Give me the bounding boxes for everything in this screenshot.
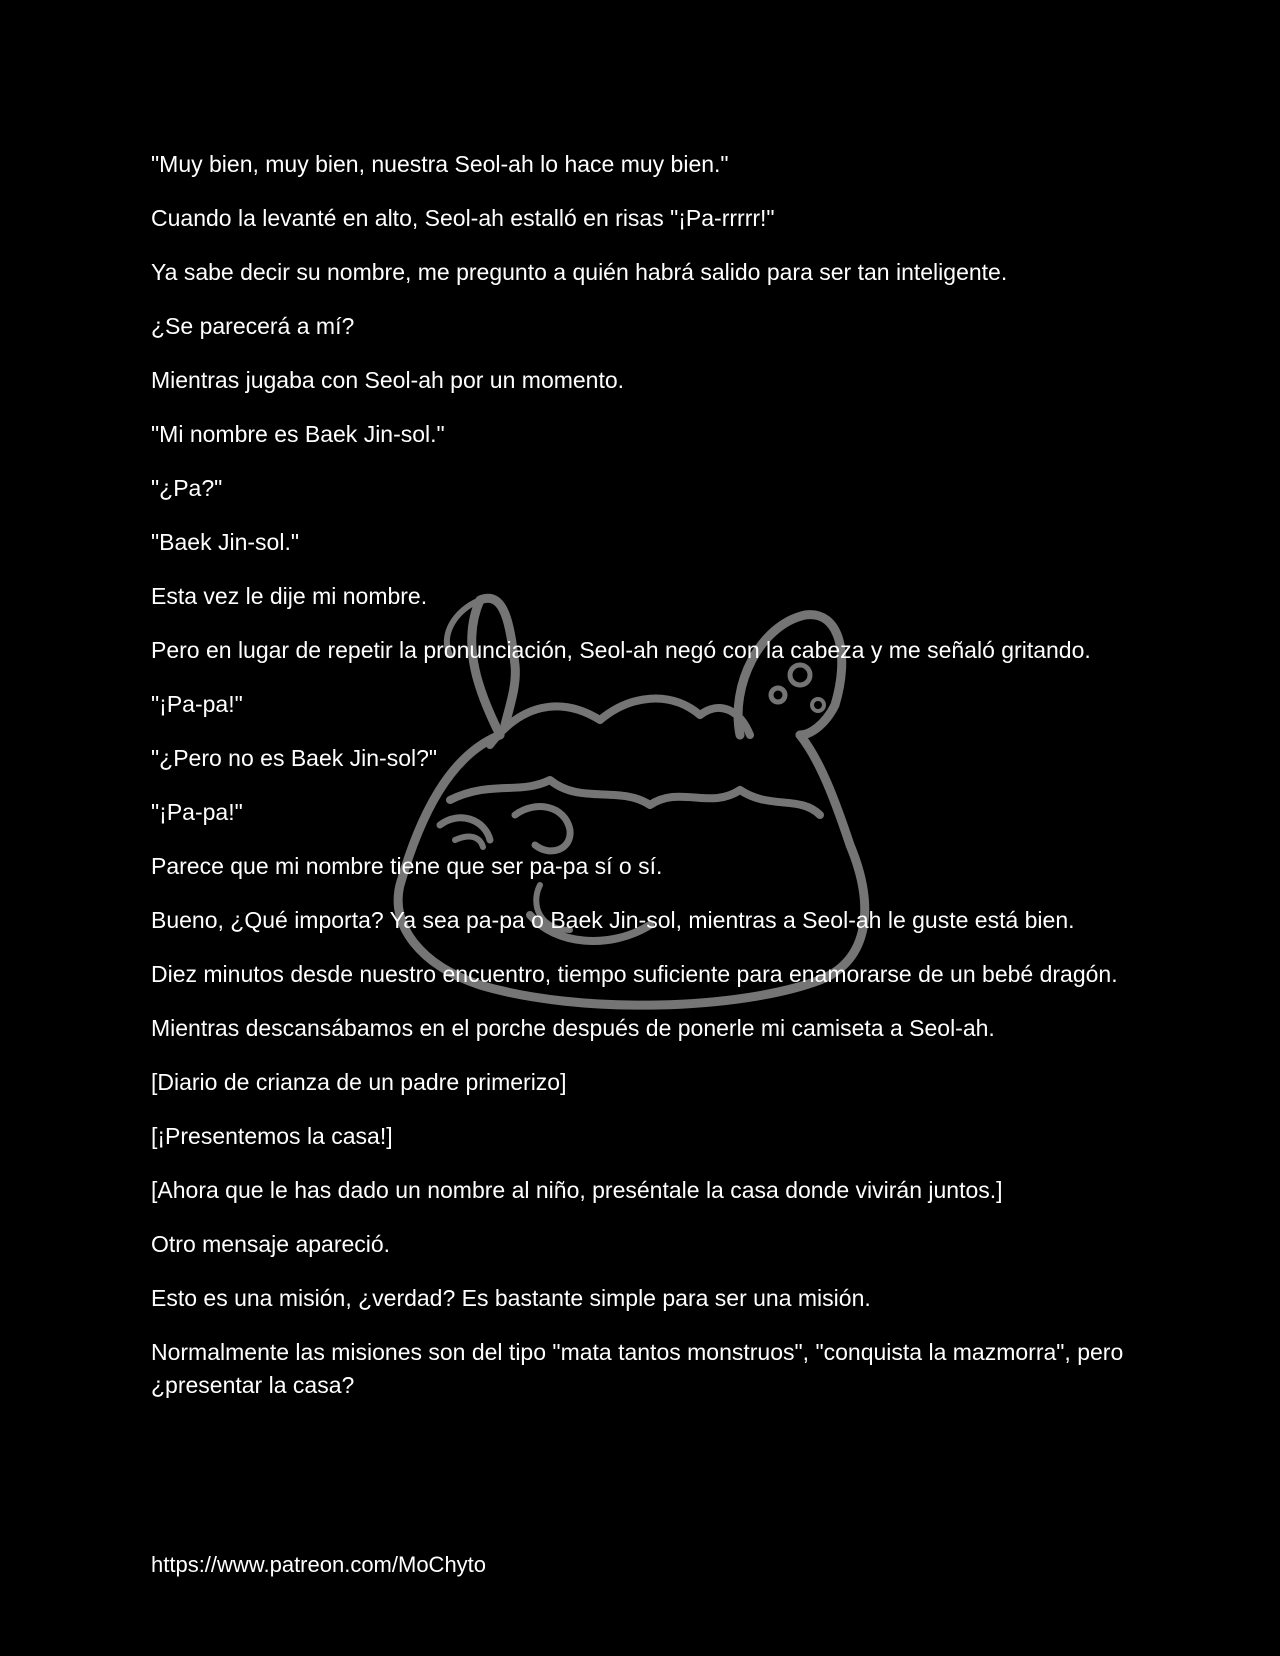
- paragraph: "¿Pa?": [151, 475, 223, 501]
- paragraph: Normalmente las misiones son del tipo "mata tantos monstruos", "conquista la mazmorra", pero ¿presentar la casa?: [151, 1339, 1124, 1398]
- paragraph: Mientras descansábamos en el porche después de ponerle mi camiseta a Seol-ah.: [151, 1015, 995, 1041]
- paragraph: Cuando la levanté en alto, Seol-ah estalló en risas "¡Pa-rrrrr!": [151, 205, 775, 231]
- paragraph: Diez minutos desde nuestro encuentro, tiempo suficiente para enamorarse de un bebé dragón.: [151, 961, 1118, 987]
- paragraph: [¡Presentemos la casa!]: [151, 1123, 393, 1149]
- paragraph: "Muy bien, muy bien, nuestra Seol-ah lo hace muy bien.": [151, 151, 729, 177]
- paragraph: "Baek Jin-sol.": [151, 529, 299, 555]
- paragraph: Mientras jugaba con Seol-ah por un momento.: [151, 367, 625, 393]
- paragraph: [Diario de crianza de un padre primerizo]: [151, 1069, 567, 1095]
- paragraph: Bueno, ¿Qué importa? Ya sea pa-pa o Baek Jin-sol, mientras a Seol-ah le guste está bien.: [151, 907, 1075, 933]
- paragraph: Pero en lugar de repetir la pronunciación, Seol-ah negó con la cabeza y me señaló gritando.: [151, 637, 1091, 663]
- paragraph: Parece que mi nombre tiene que ser pa-pa sí o sí.: [151, 853, 663, 879]
- paragraph: ¿Se parecerá a mí?: [151, 313, 355, 339]
- paragraph: "¡Pa-pa!": [151, 691, 243, 717]
- paragraph: Esta vez le dije mi nombre.: [151, 583, 428, 609]
- paragraph: Otro mensaje apareció.: [151, 1231, 391, 1257]
- patreon-link[interactable]: https://www.patreon.com/MoChyto: [151, 1552, 487, 1577]
- paragraph: "¿Pero no es Baek Jin-sol?": [151, 745, 438, 771]
- paragraph: Ya sabe decir su nombre, me pregunto a quién habrá salido para ser tan inteligente.: [151, 259, 1008, 285]
- paragraph: "Mi nombre es Baek Jin-sol.": [151, 421, 445, 447]
- chapter-text: [151, 148, 1131, 1423]
- paragraph: Esto es una misión, ¿verdad? Es bastante simple para ser una misión.: [151, 1285, 871, 1311]
- paragraph: "¡Pa-pa!": [151, 799, 243, 825]
- paragraph: [Ahora que le has dado un nombre al niño, preséntale la casa donde vivirán juntos.]: [151, 1177, 1003, 1203]
